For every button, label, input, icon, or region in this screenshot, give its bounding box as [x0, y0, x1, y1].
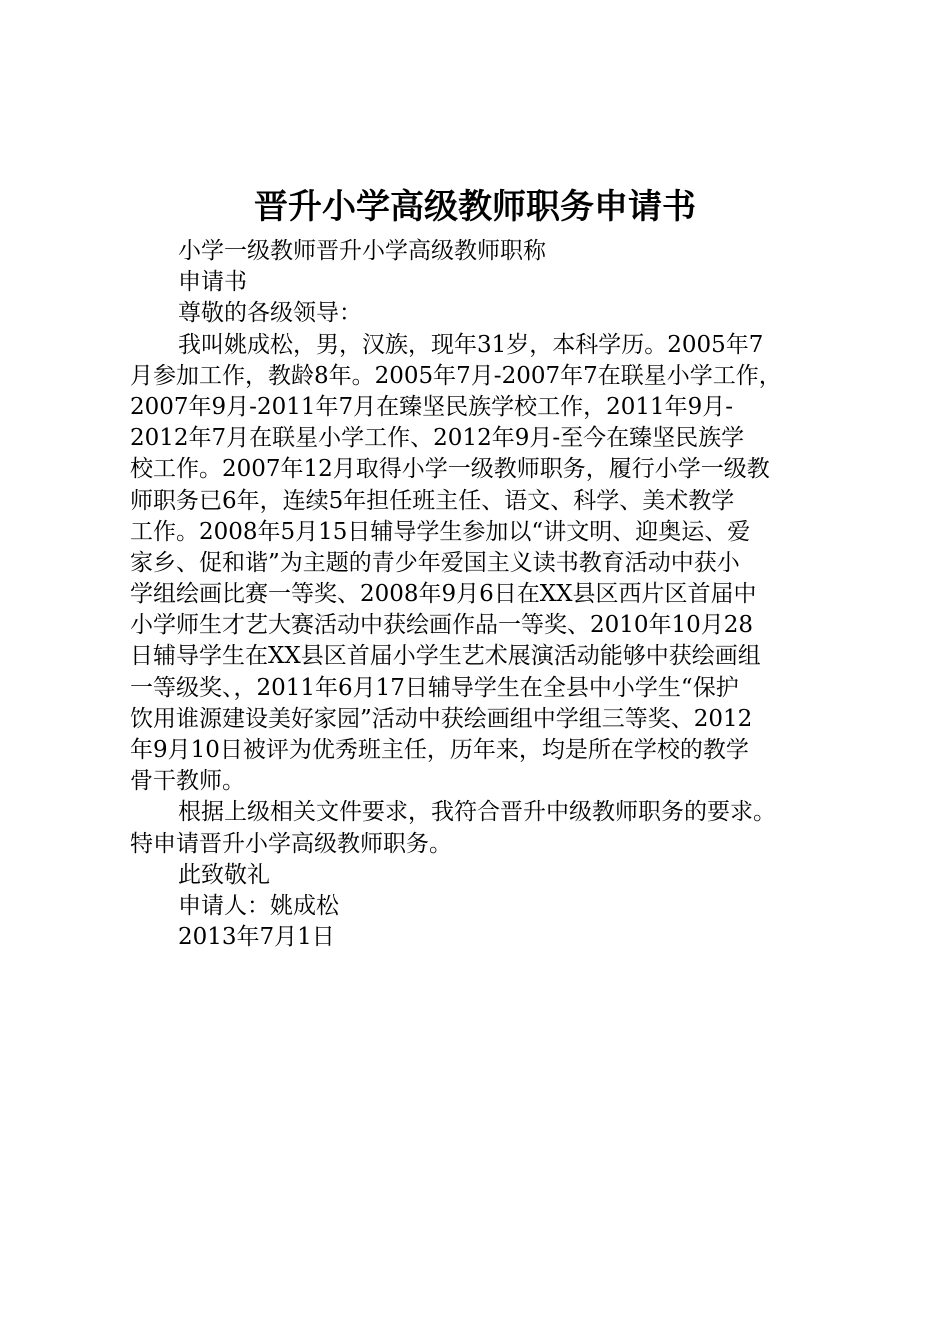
text-line: 一等级奖、，2011年6月17日辅导学生在全县中小学生“保护: [130, 674, 739, 701]
text-line: 家乡、促和谐”为主题的青少年爱国主义读书教育活动中获小: [130, 549, 740, 576]
text-line: 2007年9月-2011年7月在臻坚民族学校工作，2011年9月-: [130, 393, 734, 420]
text-line: 师职务已6年，连续5年担任班主任、语文、科学、美术教学: [130, 487, 735, 514]
text-line: 申请书: [178, 269, 247, 296]
document-title: 晋升小学高级教师职务申请书: [254, 187, 696, 227]
text-line: 年9月10日被评为优秀班主任，历年来，均是所在学校的教学: [130, 737, 749, 763]
text-line: 2013年7月1日: [178, 924, 335, 951]
text-line: 小学一级教师晋升小学高级教师职称: [178, 238, 546, 264]
text-line: 2012年7月在联星小学工作、2012年9月-至今在臻坚民族学: [130, 425, 745, 452]
text-line: 月参加工作，教龄8年。2005年7月-2007年7在联星小学工作，: [130, 362, 782, 389]
text-line: 特申请晋升小学高级教师职务。: [130, 830, 452, 857]
text-line: 尊敬的各级领导：: [178, 300, 362, 327]
text-line: 日辅导学生在XX县区首届小学生艺术展演活动能够中获绘画组: [130, 643, 761, 670]
text-line: 学组绘画比赛一等奖、2008年9月6日在XX县区西片区首届中: [130, 581, 757, 608]
text-line: 我叫姚成松，男，汉族，现年31岁，本科学历。2005年7: [178, 331, 764, 358]
text-line: 此致敬礼: [178, 861, 270, 888]
text-line: 工作。2008年5月15日辅导学生参加以“讲文明、迎奥运、爱: [130, 518, 751, 545]
document-body: [130, 236, 840, 953]
text-line: 校工作。2007年12月取得小学一级教师职务，履行小学一级教: [130, 456, 770, 483]
text-line: 饮用谁源建设美好家园”活动中获绘画组中学组三等奖、2012: [130, 705, 753, 732]
text-line: 小学师生才艺大赛活动中获绘画作品一等奖、2010年10月28: [130, 612, 754, 639]
text-line: 申请人：姚成松: [178, 892, 339, 919]
text-line: 根据上级相关文件要求，我符合晋升中级教师职务的要求。: [178, 799, 776, 826]
text-line: 骨干教师。: [130, 768, 245, 795]
